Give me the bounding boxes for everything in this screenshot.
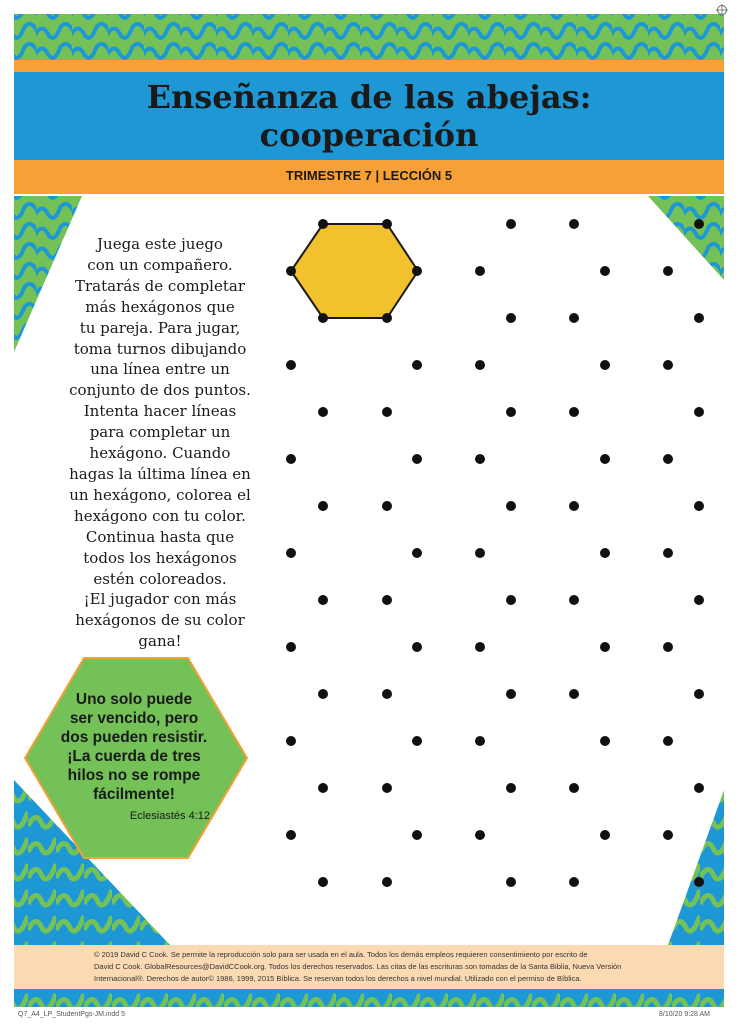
grid-dot[interactable] xyxy=(506,313,516,323)
verse-text xyxy=(52,690,216,804)
grid-dot[interactable] xyxy=(569,501,579,511)
grid-dot[interactable] xyxy=(318,313,328,323)
grid-dot[interactable] xyxy=(382,219,392,229)
grid-dot[interactable] xyxy=(506,689,516,699)
grid-dot[interactable] xyxy=(694,501,704,511)
grid-dot[interactable] xyxy=(600,642,610,652)
instruction-line: todos los hexágonos xyxy=(83,548,237,567)
grid-dot[interactable] xyxy=(286,266,296,276)
footer-line: Internacional®. Derechos de autor© 1986, 1999, 2015 Bíblica. Se reservan todos los derechos a nivel mundial. Utilizado con el permiso de Bíblica. xyxy=(94,974,582,983)
top-border xyxy=(14,14,724,60)
grid-dot[interactable] xyxy=(412,360,422,370)
instruction-line: con un compañero. xyxy=(87,255,233,274)
grid-dot[interactable] xyxy=(694,595,704,605)
grid-dot[interactable] xyxy=(694,313,704,323)
instructions-text xyxy=(50,234,270,652)
bottom-border xyxy=(14,989,724,1007)
grid-dot[interactable] xyxy=(569,783,579,793)
grid-dot[interactable] xyxy=(475,360,485,370)
grid-dot[interactable] xyxy=(475,548,485,558)
grid-dot[interactable] xyxy=(382,783,392,793)
instruction-line: para completar un xyxy=(89,423,231,442)
instruction-line: estén coloreados. xyxy=(93,569,227,588)
registration-mark-icon xyxy=(716,4,728,16)
grid-dot[interactable] xyxy=(318,783,328,793)
instruction-line: hexágonos de su color xyxy=(75,611,245,630)
grid-dot[interactable] xyxy=(382,407,392,417)
grid-dot[interactable] xyxy=(663,266,673,276)
grid-dot[interactable] xyxy=(318,877,328,887)
grid-dot[interactable] xyxy=(600,548,610,558)
grid-dot[interactable] xyxy=(475,642,485,652)
grid-dot[interactable] xyxy=(600,360,610,370)
grid-dot[interactable] xyxy=(412,642,422,652)
grid-dot[interactable] xyxy=(412,266,422,276)
verse-line: ser vencido, pero xyxy=(69,710,199,727)
grid-dot[interactable] xyxy=(663,736,673,746)
grid-dot[interactable] xyxy=(600,266,610,276)
footer-line: © 2019 David C Cook. Se permite la reproducción solo para ser usada en el aula. Todos los demás empleos requieren consentimiento por escrito de xyxy=(94,950,588,959)
grid-dot[interactable] xyxy=(663,454,673,464)
top-orange-strip xyxy=(14,60,724,72)
grid-dot[interactable] xyxy=(506,501,516,511)
grid-dot[interactable] xyxy=(694,689,704,699)
grid-dot[interactable] xyxy=(318,407,328,417)
grid-dot[interactable] xyxy=(475,266,485,276)
verse-line: ¡La cuerda de tres xyxy=(67,748,201,765)
grid-dot[interactable] xyxy=(694,407,704,417)
grid-dot[interactable] xyxy=(382,313,392,323)
grid-dot[interactable] xyxy=(412,736,422,746)
grid-dot[interactable] xyxy=(569,219,579,229)
grid-dot[interactable] xyxy=(382,501,392,511)
grid-dot[interactable] xyxy=(286,736,296,746)
grid-dot[interactable] xyxy=(475,830,485,840)
instruction-line: Intenta hacer líneas xyxy=(83,402,237,421)
verse-line: hilos no se rompe xyxy=(67,767,201,784)
instruction-line: hexágono. Cuando xyxy=(89,444,231,463)
verse-line: Uno solo puede xyxy=(75,691,193,708)
grid-dot[interactable] xyxy=(569,877,579,887)
grid-dot[interactable] xyxy=(694,219,704,229)
instruction-line: un hexágono, colorea el xyxy=(69,485,251,504)
dot-grid-board[interactable] xyxy=(270,205,720,915)
verse-line: fácilmente! xyxy=(93,786,175,803)
instruction-line: toma turnos dibujando xyxy=(73,339,247,358)
example-colored-hexagon xyxy=(291,224,418,318)
title-line-2: cooperación xyxy=(259,116,479,154)
instruction-line: gana! xyxy=(138,632,182,651)
grid-dot[interactable] xyxy=(506,783,516,793)
grid-dot[interactable] xyxy=(318,595,328,605)
grid-dot[interactable] xyxy=(318,219,328,229)
grid-dot[interactable] xyxy=(663,360,673,370)
grid-dot[interactable] xyxy=(318,689,328,699)
grid-dot[interactable] xyxy=(286,454,296,464)
grid-dot[interactable] xyxy=(286,360,296,370)
grid-dot[interactable] xyxy=(286,548,296,558)
instruction-line: hexágono con tu color. xyxy=(74,506,246,525)
grid-dot[interactable] xyxy=(569,313,579,323)
grid-dot[interactable] xyxy=(382,595,392,605)
grid-dot[interactable] xyxy=(506,595,516,605)
instruction-line: Juega este juego xyxy=(97,235,223,253)
grid-dot[interactable] xyxy=(475,736,485,746)
print-slug-filename: Q7_A4_LP_StudentPgs-JM.indd 5 xyxy=(18,1011,126,1018)
grid-dot[interactable] xyxy=(475,454,485,464)
instruction-line: tu pareja. Para jugar, xyxy=(79,318,241,337)
grid-dot[interactable] xyxy=(286,830,296,840)
page-title xyxy=(14,78,724,154)
grid-dot[interactable] xyxy=(663,830,673,840)
instruction-line: Continua hasta que xyxy=(85,527,235,546)
instruction-line: más hexágonos que xyxy=(85,297,235,316)
grid-dot[interactable] xyxy=(506,407,516,417)
lesson-subtitle: TRIMESTRE 7 | LECCIÓN 5 xyxy=(285,168,453,183)
grid-dot[interactable] xyxy=(569,689,579,699)
instruction-line: una línea entre un xyxy=(90,360,230,379)
verse-line: dos pueden resistir. xyxy=(60,729,208,746)
instruction-line: Tratarás de completar xyxy=(75,276,245,295)
instruction-line: hagas la última línea en xyxy=(69,464,251,483)
footer-line: David C Cook. GlobalResources@DavidCCook.org. Todos los derechos reservados. Las citas de las escrituras son tomadas de la Santa Biblia, Nueva Versión xyxy=(94,962,622,971)
instruction-line: ¡El jugador con más xyxy=(83,590,237,609)
grid-dot[interactable] xyxy=(569,407,579,417)
grid-dot[interactable] xyxy=(694,877,704,887)
grid-dot[interactable] xyxy=(663,548,673,558)
instruction-line: conjunto de dos puntos. xyxy=(69,381,251,400)
grid-dot[interactable] xyxy=(412,454,422,464)
print-slug-timestamp: 8/10/20 9:28 AM xyxy=(659,1011,710,1018)
grid-dot[interactable] xyxy=(382,877,392,887)
grid-dot[interactable] xyxy=(412,830,422,840)
grid-dot[interactable] xyxy=(694,783,704,793)
grid-dot[interactable] xyxy=(569,595,579,605)
grid-dot[interactable] xyxy=(318,501,328,511)
grid-dot[interactable] xyxy=(382,689,392,699)
grid-dot[interactable] xyxy=(506,877,516,887)
verse-reference: Eclesiastés 4:12 xyxy=(129,810,210,822)
grid-dot[interactable] xyxy=(286,642,296,652)
copyright-footer xyxy=(94,949,654,985)
grid-dot[interactable] xyxy=(412,548,422,558)
grid-dot[interactable] xyxy=(663,642,673,652)
grid-dot[interactable] xyxy=(600,830,610,840)
title-line-1: Enseñanza de las abejas: xyxy=(146,78,592,116)
grid-dot[interactable] xyxy=(600,736,610,746)
grid-dot[interactable] xyxy=(506,219,516,229)
grid-dot[interactable] xyxy=(600,454,610,464)
